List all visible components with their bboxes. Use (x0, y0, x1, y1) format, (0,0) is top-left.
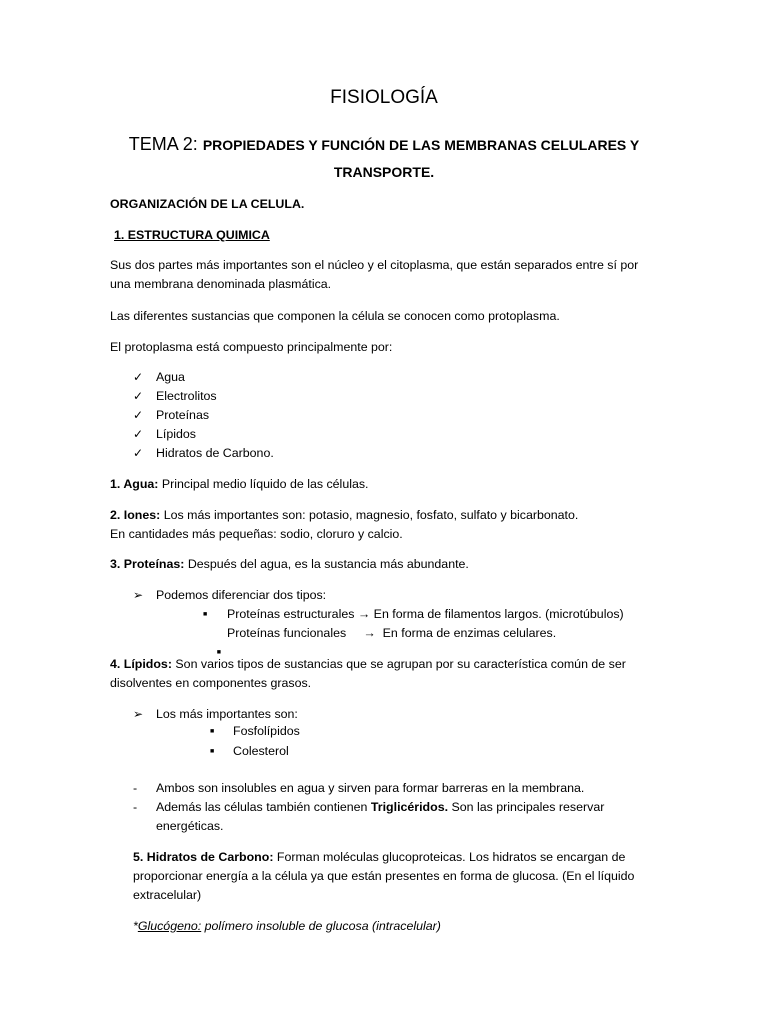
hidratos-paragraph (133, 848, 625, 867)
proteinas-text: Después del agua, es la sustancia más abundante. (184, 557, 469, 571)
dash-bullet: - (133, 781, 138, 795)
agua-label: 1. Agua: (110, 477, 159, 491)
dash-item-text (156, 798, 604, 817)
arrow-bullet-icon: ➢ (133, 588, 144, 602)
iones-text: Los más importantes son: potasio, magnesio, fosfato, sulfato y bicarbonato. (160, 508, 579, 522)
lipidos-intro-text: Los más importantes son: (156, 707, 298, 721)
dash-item-line-2: energéticas. (156, 819, 224, 833)
agua-paragraph (110, 475, 369, 494)
proteinas-type-item (203, 605, 624, 624)
list-item (133, 368, 185, 387)
list-item (133, 444, 274, 463)
proteinas-label: 3. Proteínas: (110, 557, 185, 571)
square-bullet-icon: ■ (216, 649, 222, 656)
lipidos-list-text: Fosfolípidos (233, 724, 300, 738)
agua-text: Principal medio líquido de las células. (158, 477, 369, 491)
hidratos-line-3: extracelular) (133, 888, 202, 902)
paragraph-3: El protoplasma está compuesto principalmente por: (110, 340, 393, 354)
dash-item-text: Ambos son insolubles en agua y sirven para formar barreras en la membrana. (156, 781, 585, 795)
lipidos-list-item (210, 722, 300, 741)
glucogeno-note (133, 917, 441, 936)
proteinas-type-text: Proteínas estructurales → En forma de filamentos largos. (microtúbulos) (227, 607, 624, 621)
lipidos-text: Son varios tipos de sustancias que se agrupan por su característica común de ser (171, 657, 626, 671)
tema-prefix: TEMA 2: (128, 134, 198, 154)
list-item-label: Lípidos (156, 427, 196, 441)
glucogeno-term: Glucógeno: (137, 919, 202, 933)
lipidos-list-item (210, 742, 289, 761)
list-item (133, 425, 196, 444)
hidratos-line-2: proporcionar energía a la célula ya que están presentes en forma de glucosa. (En el líquido (133, 869, 635, 883)
note-asterisk: * (133, 919, 138, 933)
tema-heading-line2 (0, 158, 768, 185)
document-title: FISIOLOGÍA (330, 87, 438, 108)
proteinas-type-text: Proteínas funcionales → En forma de enzimas celulares. (227, 626, 557, 640)
list-item-label: Agua (156, 370, 185, 384)
subsection-heading: 1. ESTRUCTURA QUIMICA (114, 228, 270, 242)
dash-item (133, 798, 605, 817)
list-item (133, 387, 217, 406)
list-item (133, 406, 210, 425)
paragraph-2: Las diferentes sustancias que componen la célula se conocen como protoplasma. (110, 309, 560, 323)
list-item-label: Proteínas (156, 408, 210, 422)
arrow-bullet-icon: ➢ (133, 707, 144, 721)
section-heading: ORGANIZACIÓN DE LA CELULA. (110, 197, 305, 211)
proteinas-paragraph (110, 555, 469, 574)
lipidos-paragraph (110, 655, 626, 674)
lipidos-line-2: disolventes en componentes grasos. (110, 676, 312, 690)
proteinas-intro-text: Podemos diferenciar dos tipos: (156, 588, 327, 602)
dash2-text-pre: Además las células también contienen (156, 800, 371, 814)
check-icon: ✓ (133, 446, 144, 460)
tema-title-line1: PROPIEDADES Y FUNCIÓN DE LAS MEMBRANAS CELULARES Y (202, 137, 640, 153)
check-icon: ✓ (133, 427, 144, 441)
iones-label: 2. Iones: (110, 508, 161, 522)
dash2-text-post: Son las principales reservar (448, 800, 605, 814)
tema-title-line2: TRANSPORTE. (333, 164, 435, 180)
lipidos-label: 4. Lípidos: (110, 657, 172, 671)
iones-line-2: En cantidades más pequeñas: sodio, cloruro y calcio. (110, 527, 403, 541)
glucogeno-text: polímero insoluble de glucosa (intracelular) (201, 919, 441, 933)
dash-bullet: - (133, 800, 138, 814)
square-bullet-icon: ■ (210, 748, 215, 755)
check-icon: ✓ (133, 389, 144, 403)
dash-item (133, 779, 585, 798)
iones-paragraph (110, 506, 578, 525)
paragraph-1-line-1: Sus dos partes más importantes son el núcleo y el citoplasma, que están separados entre sí por (110, 258, 639, 272)
proteinas-intro (133, 586, 327, 605)
tema-heading (0, 131, 768, 158)
paragraph-1-line-2: una membrana denominada plasmática. (110, 277, 332, 291)
list-item-label: Hidratos de Carbono. (156, 446, 274, 460)
hidratos-label: 5. Hidratos de Carbono: (133, 850, 274, 864)
list-item-label: Electrolitos (156, 389, 217, 403)
lipidos-list-text: Colesterol (233, 744, 289, 758)
lipidos-intro (133, 705, 298, 724)
square-bullet-icon: ■ (203, 611, 208, 618)
square-bullet-icon: ■ (210, 728, 215, 735)
trigliceridos-term: Triglicéridos. (370, 800, 449, 814)
hidratos-text: Forman moléculas glucoproteicas. Los hidratos se encargan de (273, 850, 626, 864)
check-icon: ✓ (133, 408, 144, 422)
check-icon: ✓ (133, 370, 144, 384)
